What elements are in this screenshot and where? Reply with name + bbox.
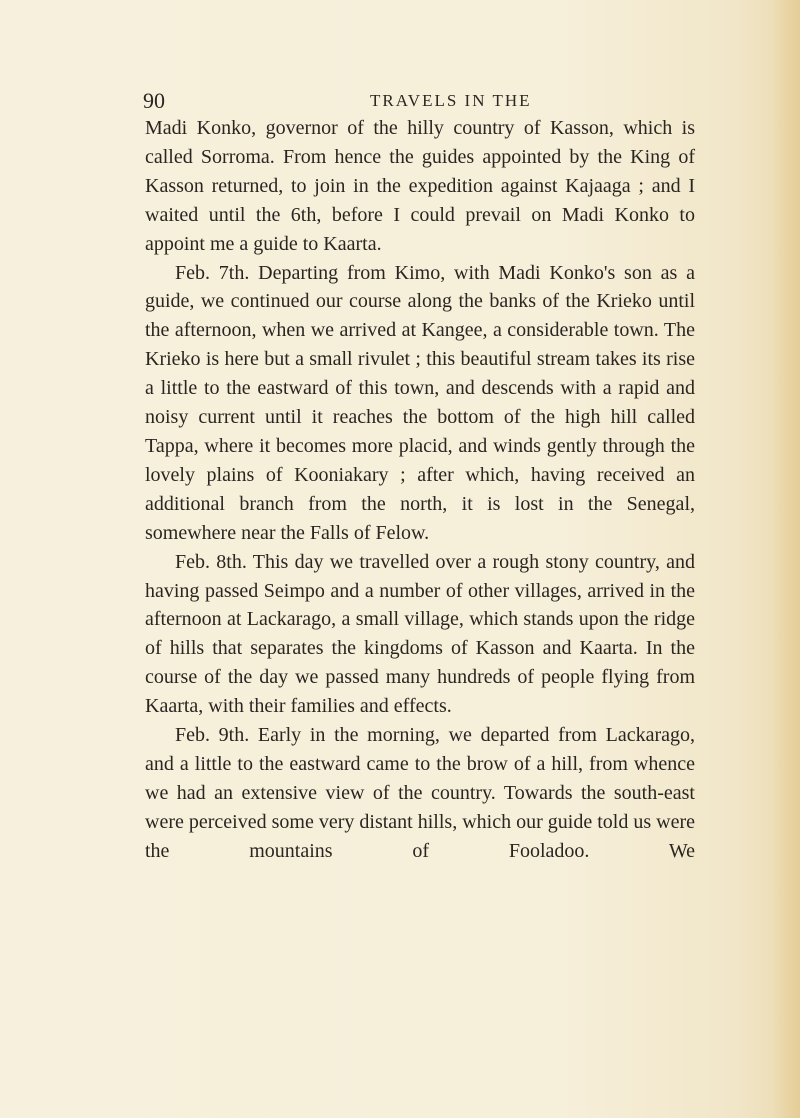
running-head: TRAVELS IN THE: [370, 91, 532, 110]
page-number: 90: [143, 88, 165, 113]
paragraph-feb-7: Feb. 7th. Departing from Kimo, with Madi Konko's son as a guide, we continued our course along the banks of the Krieko until the afternoon, when we arrived at Kangee, a considerable town. The Krieko is here but a small rivulet ; this beautiful stream takes its rise a little to the eastward of this town, and descends with a rapid and noisy current until it reaches the bottom of the high hill called Tappa, where it becomes more placid, and winds gently through the lovely plains of Kooniakary ; after which, having received an additional branch from the north, it is lost in the Senegal, somewhere near the Falls of Felow.: [145, 261, 695, 544]
body-text: [145, 114, 695, 866]
paragraph-continued: Madi Konko, governor of the hilly country of Kasson, which is called Sorroma. From hence the guides appointed by the King of Kasson returned, to join in the expedition against Kajaaga ; and I waited until the 6th, before I could prevail on Madi Konko to appoint me a guide to Kaarta.: [145, 117, 695, 255]
page-edge-shadow: [772, 0, 800, 1118]
paragraph-feb-8: Feb. 8th. This day we travelled over a rough stony country, and having passed Seimpo and a number of other villages, arrived in the afternoon at Lackarago, a small village, which stands upon the ridge of hills that separates the kingdoms of Kasson and Kaarta. In the course of the day we passed many hundreds of people flying from Kaarta, with their families and effects.: [145, 550, 695, 718]
paragraph-feb-9: Feb. 9th. Early in the morning, we departed from Lackarago, and a little to the eastward came to the brow of a hill, from whence we had an extensive view of the country. Towards the south-east were perceived some very distant hills, which our guide told us were the mountains of Fooladoo. We: [145, 724, 695, 862]
